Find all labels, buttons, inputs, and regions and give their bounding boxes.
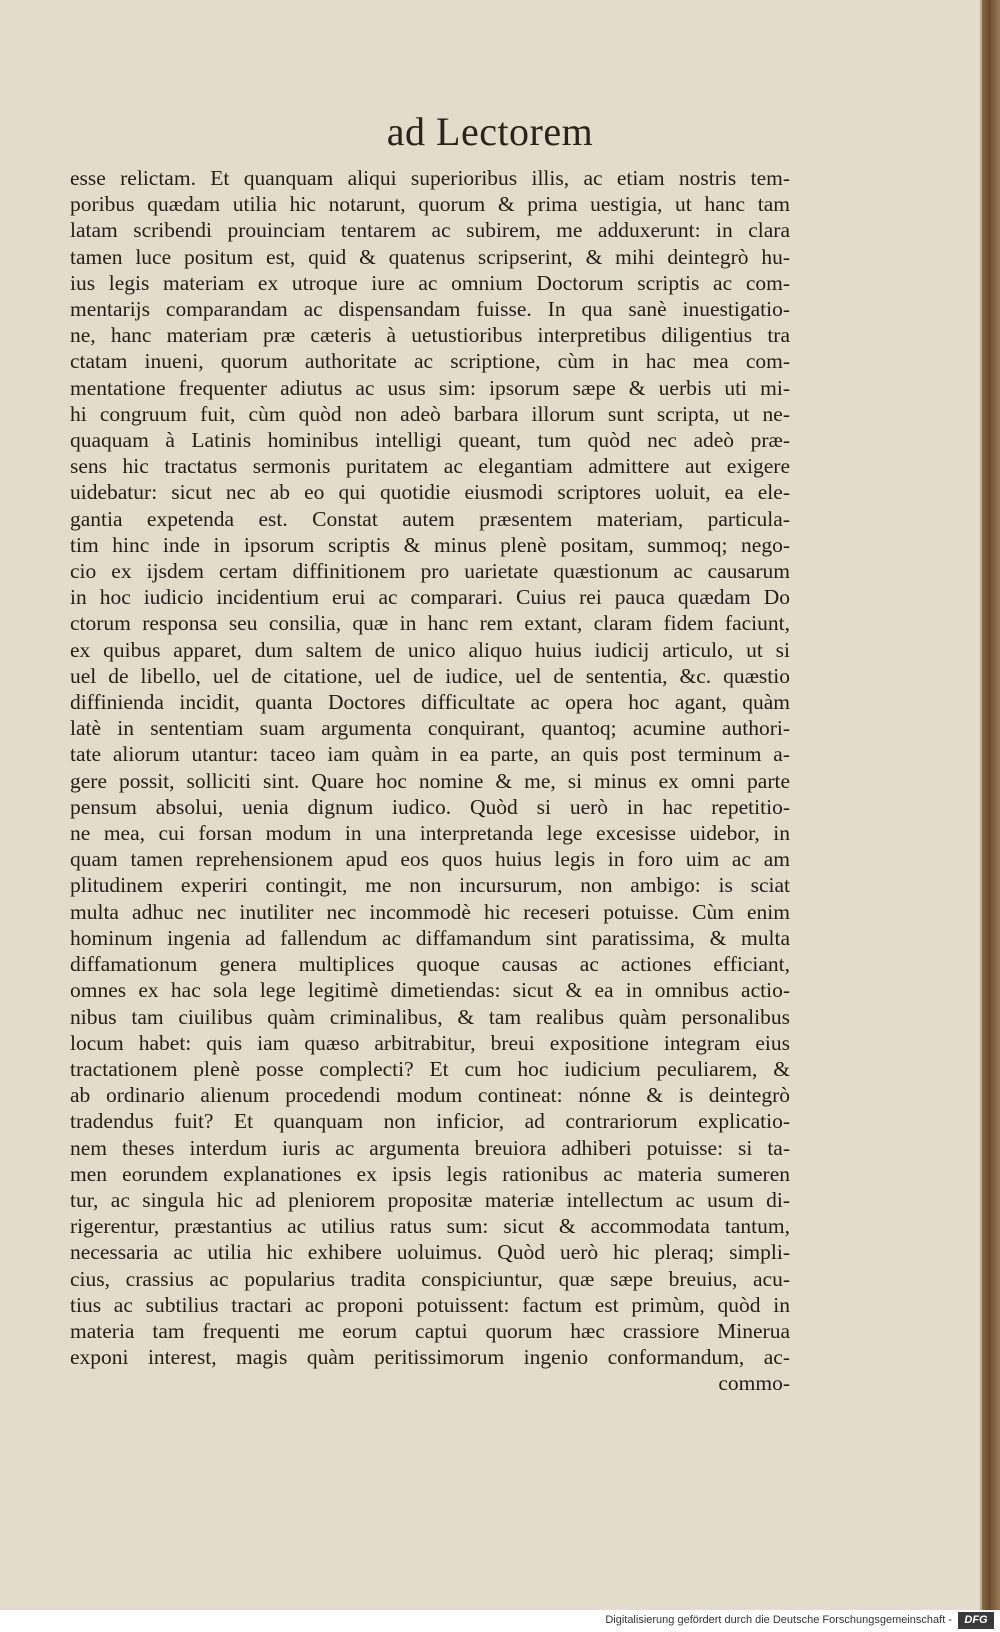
text-line: hi congruum fuit, cùm quòd non adeò barbara illorum sunt scripta, ut ne- <box>70 401 790 426</box>
text-line: poribus quædam utilia hic notarunt, quorum & prima uestigia, ut hanc tam <box>70 192 790 217</box>
book-spine <box>982 0 1000 1610</box>
text-line: rigerentur, præstantius ac utilius ratus sum: sicut & accommodata tantum, <box>70 1214 790 1239</box>
text-line: diffinienda incidit, quanta Doctores difficultate ac opera hoc agant, quàm <box>70 690 790 715</box>
text-line: uidebatur: sicut nec ab eo qui quotidie eiusmodi scriptores uoluit, ea ele- <box>70 480 790 505</box>
text-line: quam tamen reprehensionem apud eos quos huius legis in foro uim ac am <box>70 847 790 872</box>
text-line: latam scribendi prouinciam tentarem ac subirem, me adduxerunt: in clara <box>70 218 790 243</box>
footer-credit: Digitalisierung gefördert durch die Deutsche Forschungsgemeinschaft - <box>605 1614 952 1626</box>
text-line: cius, crassius ac popularius tradita conspiciuntur, quæ sæpe breuius, acu- <box>70 1266 790 1291</box>
body-text <box>70 165 790 1397</box>
text-line: plitudinem experiri contingit, me non incursurum, non ambigo: is sciat <box>70 873 790 898</box>
text-line: tamen luce positum est, quid & quatenus scripserint, & mihi deintegrò hu- <box>70 244 790 269</box>
text-line: ne, hanc materiam præ cæteris à uetustioribus interpretibus diligentius tra <box>70 323 790 348</box>
text-line: nem theses interdum iuris ac argumenta breuiora adhiberi potuisse: si ta- <box>70 1135 790 1160</box>
text-line: omnes ex hac sola lege legitimè dimetiendas: sicut & ea in omnibus actio- <box>70 978 790 1003</box>
footer <box>0 1610 1000 1632</box>
text-line: latè in sententiam suam argumenta conquirant, quantoq; acumine authori- <box>70 716 790 741</box>
text-line: quaquam à Latinis hominibus intelligi queant, tum quòd nec adeò præ- <box>70 428 790 453</box>
text-line: mentarijs comparandam ac dispensandam fuisse. In qua sanè inuestigatio- <box>70 297 790 322</box>
text-line: tur, ac singula hic ad pleniorem propositæ materiæ intellectum ac usum di- <box>70 1187 790 1212</box>
text-line: multa adhuc nec inutiliter nec incommodè hic receseri potuisse. Cùm enim <box>70 899 790 924</box>
text-line: tradendus fuit? Et quanquam non inficior, ad contrariorum explicatio- <box>70 1109 790 1134</box>
catchword: commo- <box>718 1371 790 1396</box>
text-line: ne mea, cui forsan modum in una interpretanda lege excesisse uidebor, in <box>70 821 790 846</box>
text-line: esse relictam. Et quanquam aliqui superioribus illis, ac etiam nostris tem- <box>70 166 790 190</box>
text-line: tim hinc inde in ipsorum scriptis & minus plenè positam, summoq; nego- <box>70 532 790 557</box>
text-line: tractationem plenè posse complecti? Et cum hoc iudicium peculiarem, & <box>70 1056 790 1081</box>
text-line: tate aliorum utantur: taceo iam quàm in ea parte, an quis post terminum a- <box>70 742 790 767</box>
text-line: gere possit, solliciti sint. Quare hoc nomine & me, si minus ex omni parte <box>70 768 790 793</box>
text-line: ctorum responsa seu consilia, quæ in hanc rem extant, claram fidem faciunt, <box>70 611 790 636</box>
text-line: cio ex ijsdem certam diffinitionem pro uarietate quæstionum ac causarum <box>70 559 790 584</box>
text-line: locum habet: quis iam quæso arbitrabitur, breui expositione integram eius <box>70 1030 790 1055</box>
text-line: nibus tam ciuilibus quàm criminalibus, & tam realibus quàm personalibus <box>70 1004 790 1029</box>
text-line: necessaria ac utilia hic exhibere uoluimus. Quòd uerò hic pleraq; simpli- <box>70 1240 790 1265</box>
text-line: ab ordinario alienum procedendi modum contineat: nónne & is deintegrò <box>70 1083 790 1108</box>
text-line: ius legis materiam ex utroque iure ac omnium Doctorum scriptis ac com- <box>70 270 790 295</box>
text-line: in hoc iudicio incidentium erui ac comparari. Cuius rei pauca quædam Do <box>70 585 790 610</box>
text-line: pensum absolui, uenia dignum iudico. Quòd si uerò in hac repetitio- <box>70 794 790 819</box>
dfg-logo: DFG <box>958 1612 994 1629</box>
text-line: mentatione frequenter adiutus ac usus sim: ipsorum sæpe & uerbis uti mi- <box>70 375 790 400</box>
text-line: ctatam inueni, quorum authoritate ac scriptione, cùm in hac mea com- <box>70 349 790 374</box>
text-line: exponi interest, magis quàm peritissimorum ingenio conformandum, ac- <box>70 1345 790 1370</box>
text-line: uel de libello, uel de citatione, uel de iudice, uel de sententia, &c. quæstio <box>70 663 790 688</box>
text-line: ex quibus apparet, dum saltem de unico aliquo huius iudicij articulo, ut si <box>70 637 790 662</box>
text-line: diffamationum genera multiplices quoque causas ac actiones efficiant, <box>70 952 790 977</box>
text-line: gantia expetenda est. Constat autem præsentem materiam, particula- <box>70 506 790 531</box>
running-head: ad Lectorem <box>386 109 594 154</box>
text-line: tius ac subtilius tractari ac proponi potuissent: factum est primùm, quòd in <box>70 1292 790 1317</box>
text-line: hominum ingenia ad fallendum ac diffamandum sint paratissima, & multa <box>70 925 790 950</box>
text-line: sens hic tractatus sermonis puritatem ac elegantiam admittere aut exigere <box>70 454 790 479</box>
text-line: men eorundem explanationes ex ipsis legis rationibus ac materia sumeren <box>70 1161 790 1186</box>
text-line: materia tam frequenti me eorum captui quorum hæc crassiore Minerua <box>70 1318 790 1343</box>
